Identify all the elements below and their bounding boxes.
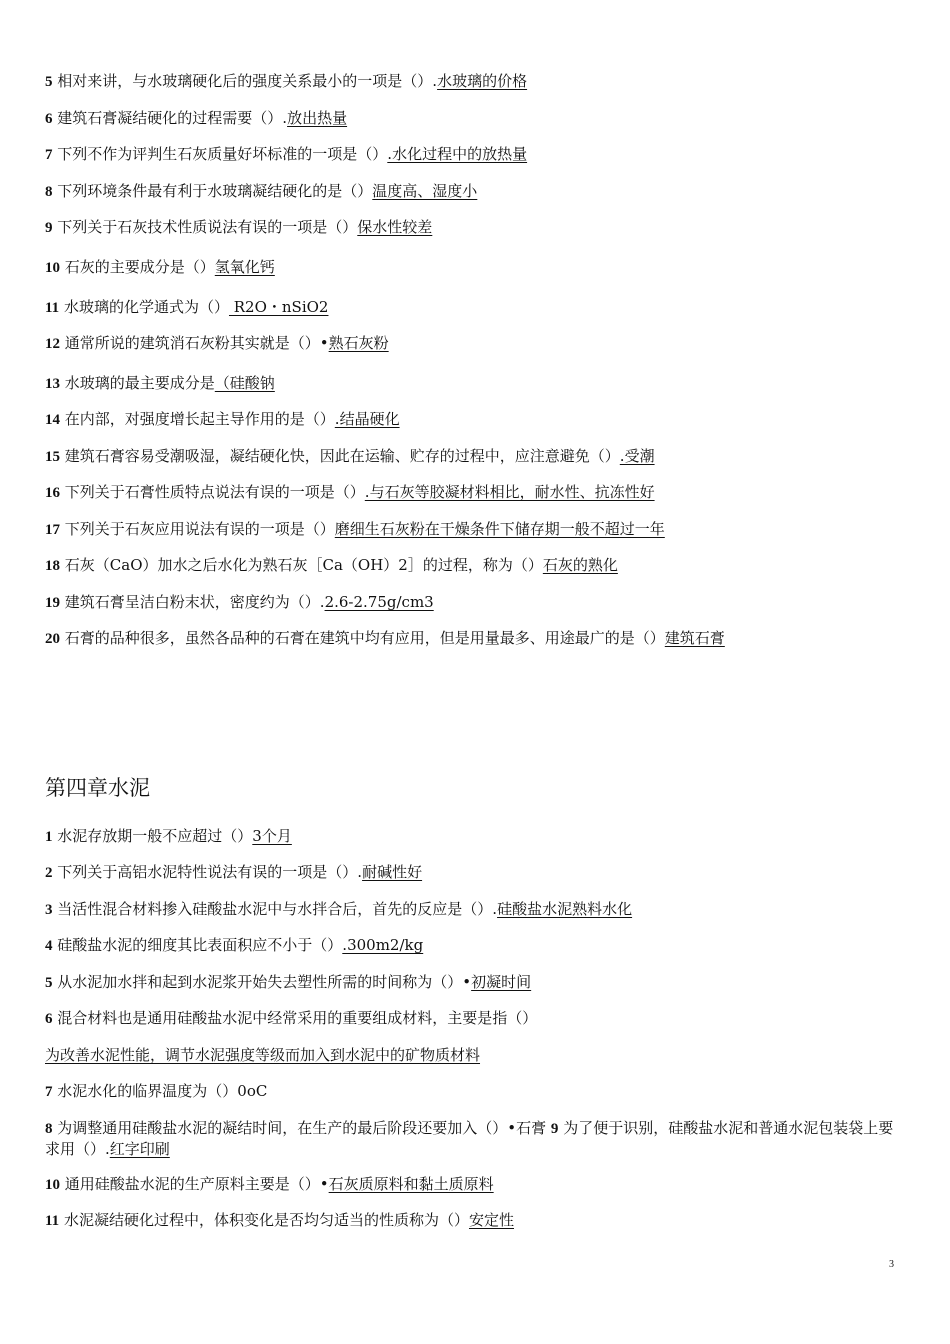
- answer: 为改善水泥性能，调节水泥强度等级而加入到水泥中的矿物质材料: [45, 1046, 481, 1064]
- chapter-heading: 第四章水泥: [45, 776, 150, 800]
- question-line: 2 下列关于高铝水泥特性说法有误的一项是（）.耐碱性好: [45, 863, 423, 881]
- answer: （硅酸钠: [214, 374, 275, 392]
- answer: 石灰的熟化: [542, 556, 618, 574]
- question-line: 7 下列不作为评判生石灰质量好坏标准的一项是（）.水化过程中的放热量: [45, 145, 528, 163]
- question-line: 11 水泥凝结硬化过程中，体积变化是否均匀适当的性质称为（）安定性: [45, 1211, 514, 1229]
- answer: .水化过程中的放热量: [387, 145, 528, 163]
- question-line: 6 混合材料也是通用硅酸盐水泥中经常采用的重要组成材料，主要是指（）: [45, 1009, 538, 1027]
- answer-continuation-line: [45, 1046, 905, 1065]
- page-number: 3: [889, 1259, 894, 1270]
- answer: R2O・nSiO2: [228, 298, 329, 316]
- question-line: 20 石膏的品种很多，虽然各品种的石膏在建筑中均有应用，但是用量最多、用途最广的是（）建筑石膏: [45, 629, 725, 647]
- answer: 石灰质原料和黏土质原料: [328, 1175, 494, 1193]
- answer: .与石灰等胶凝材料相比，耐水性、抗冻性好: [364, 483, 655, 501]
- answer: 保水性较差: [357, 218, 433, 236]
- answer: 红字印刷: [109, 1140, 170, 1158]
- question-line: 15 建筑石膏容易受潮吸湿，凝结硬化快，因此在运输、贮存的过程中，应注意避免（）.受潮: [45, 447, 655, 465]
- question-line: 10 石灰的主要成分是（）氢氧化钙: [45, 258, 275, 276]
- answer: .300m2/kg: [342, 936, 424, 954]
- question-line: 8 下列环境条件最有利于水玻璃凝结硬化的是（）温度高、湿度小: [45, 182, 478, 200]
- question-line: 1 水泥存放期一般不应超过（）3个月: [45, 827, 292, 845]
- question-line: 11 水玻璃的化学通式为（） R2O・nSiO2: [45, 298, 329, 316]
- answer: 氢氧化钙: [214, 258, 275, 276]
- answer: 硅酸盐水泥熟料水化: [497, 900, 633, 918]
- answer: .结晶硬化: [334, 410, 400, 428]
- answer: 建筑石膏: [664, 629, 725, 647]
- question-line: 18 石灰（CaO）加水之后水化为熟石灰［Ca（OH）2］的过程，称为（）石灰的熟化: [45, 556, 618, 574]
- answer: 2.6-2.75g/cm3: [324, 593, 434, 611]
- answer: 熟石灰粉: [328, 334, 389, 352]
- question-line: 7 水泥水化的临界温度为（）0oC: [45, 1082, 268, 1100]
- question-line: 16 下列关于石膏性质特点说法有误的一项是（）.与石灰等胶凝材料相比，耐水性、抗冻性好: [45, 483, 655, 501]
- answer: 耐碱性好: [362, 863, 423, 881]
- question-line: 10 通用硅酸盐水泥的生产原料主要是（）•石灰质原料和黏土质原料: [45, 1175, 494, 1193]
- answer: 安定性: [468, 1211, 514, 1229]
- question-line: 5 相对来讲，与水玻璃硬化后的强度关系最小的一项是（）.水玻璃的价格: [45, 72, 528, 90]
- answer: .受潮: [619, 447, 655, 465]
- question-line: 5 从水泥加水拌和起到水泥浆开始失去塑性所需的时间称为（）•初凝时间: [45, 973, 532, 991]
- answer: 温度高、湿度小: [372, 182, 478, 200]
- question-line: 14 在内部，对强度增长起主导作用的是（）.结晶硬化: [45, 410, 400, 428]
- answer: 水玻璃的价格: [437, 72, 528, 90]
- answer: 初凝时间: [471, 973, 532, 991]
- question-line: 19 建筑石膏呈洁白粉末状，密度约为（）.2.6-2.75g/cm3: [45, 593, 434, 611]
- answer: 3个月: [252, 827, 292, 845]
- question-line: 12 通常所说的建筑消石灰粉其实就是（）•熟石灰粉: [45, 334, 389, 352]
- question-line: 4 硅酸盐水泥的细度其比表面积应不小于（）.300m2/kg: [45, 936, 424, 954]
- answer: 放出热量: [287, 109, 348, 127]
- question-line: 3 当活性混合材料掺入硅酸盐水泥中与水拌合后，首先的反应是（）.硅酸盐水泥熟料水化: [45, 900, 633, 918]
- question-line: 13 水玻璃的最主要成分是（硅酸钠: [45, 374, 275, 392]
- question-line: 9 下列关于石灰技术性质说法有误的一项是（）保水性较差: [45, 218, 433, 236]
- question-line-wrapped: 8 为调整通用硅酸盐水泥的凝结时间，在生产的最后阶段还要加入（）•石膏 9 为了便于识别，硅酸盐水泥和普通水泥包装袋上要求用（）.红字印刷: [45, 1119, 894, 1158]
- question-line: 6 建筑石膏凝结硬化的过程需要（）.放出热量: [45, 109, 348, 127]
- question-line: 17 下列关于石灰应用说法有误的一项是（）磨细生石灰粉在干燥条件下储存期一般不超过一年: [45, 520, 665, 538]
- answer: 磨细生石灰粉在干燥条件下储存期一般不超过一年: [334, 520, 665, 538]
